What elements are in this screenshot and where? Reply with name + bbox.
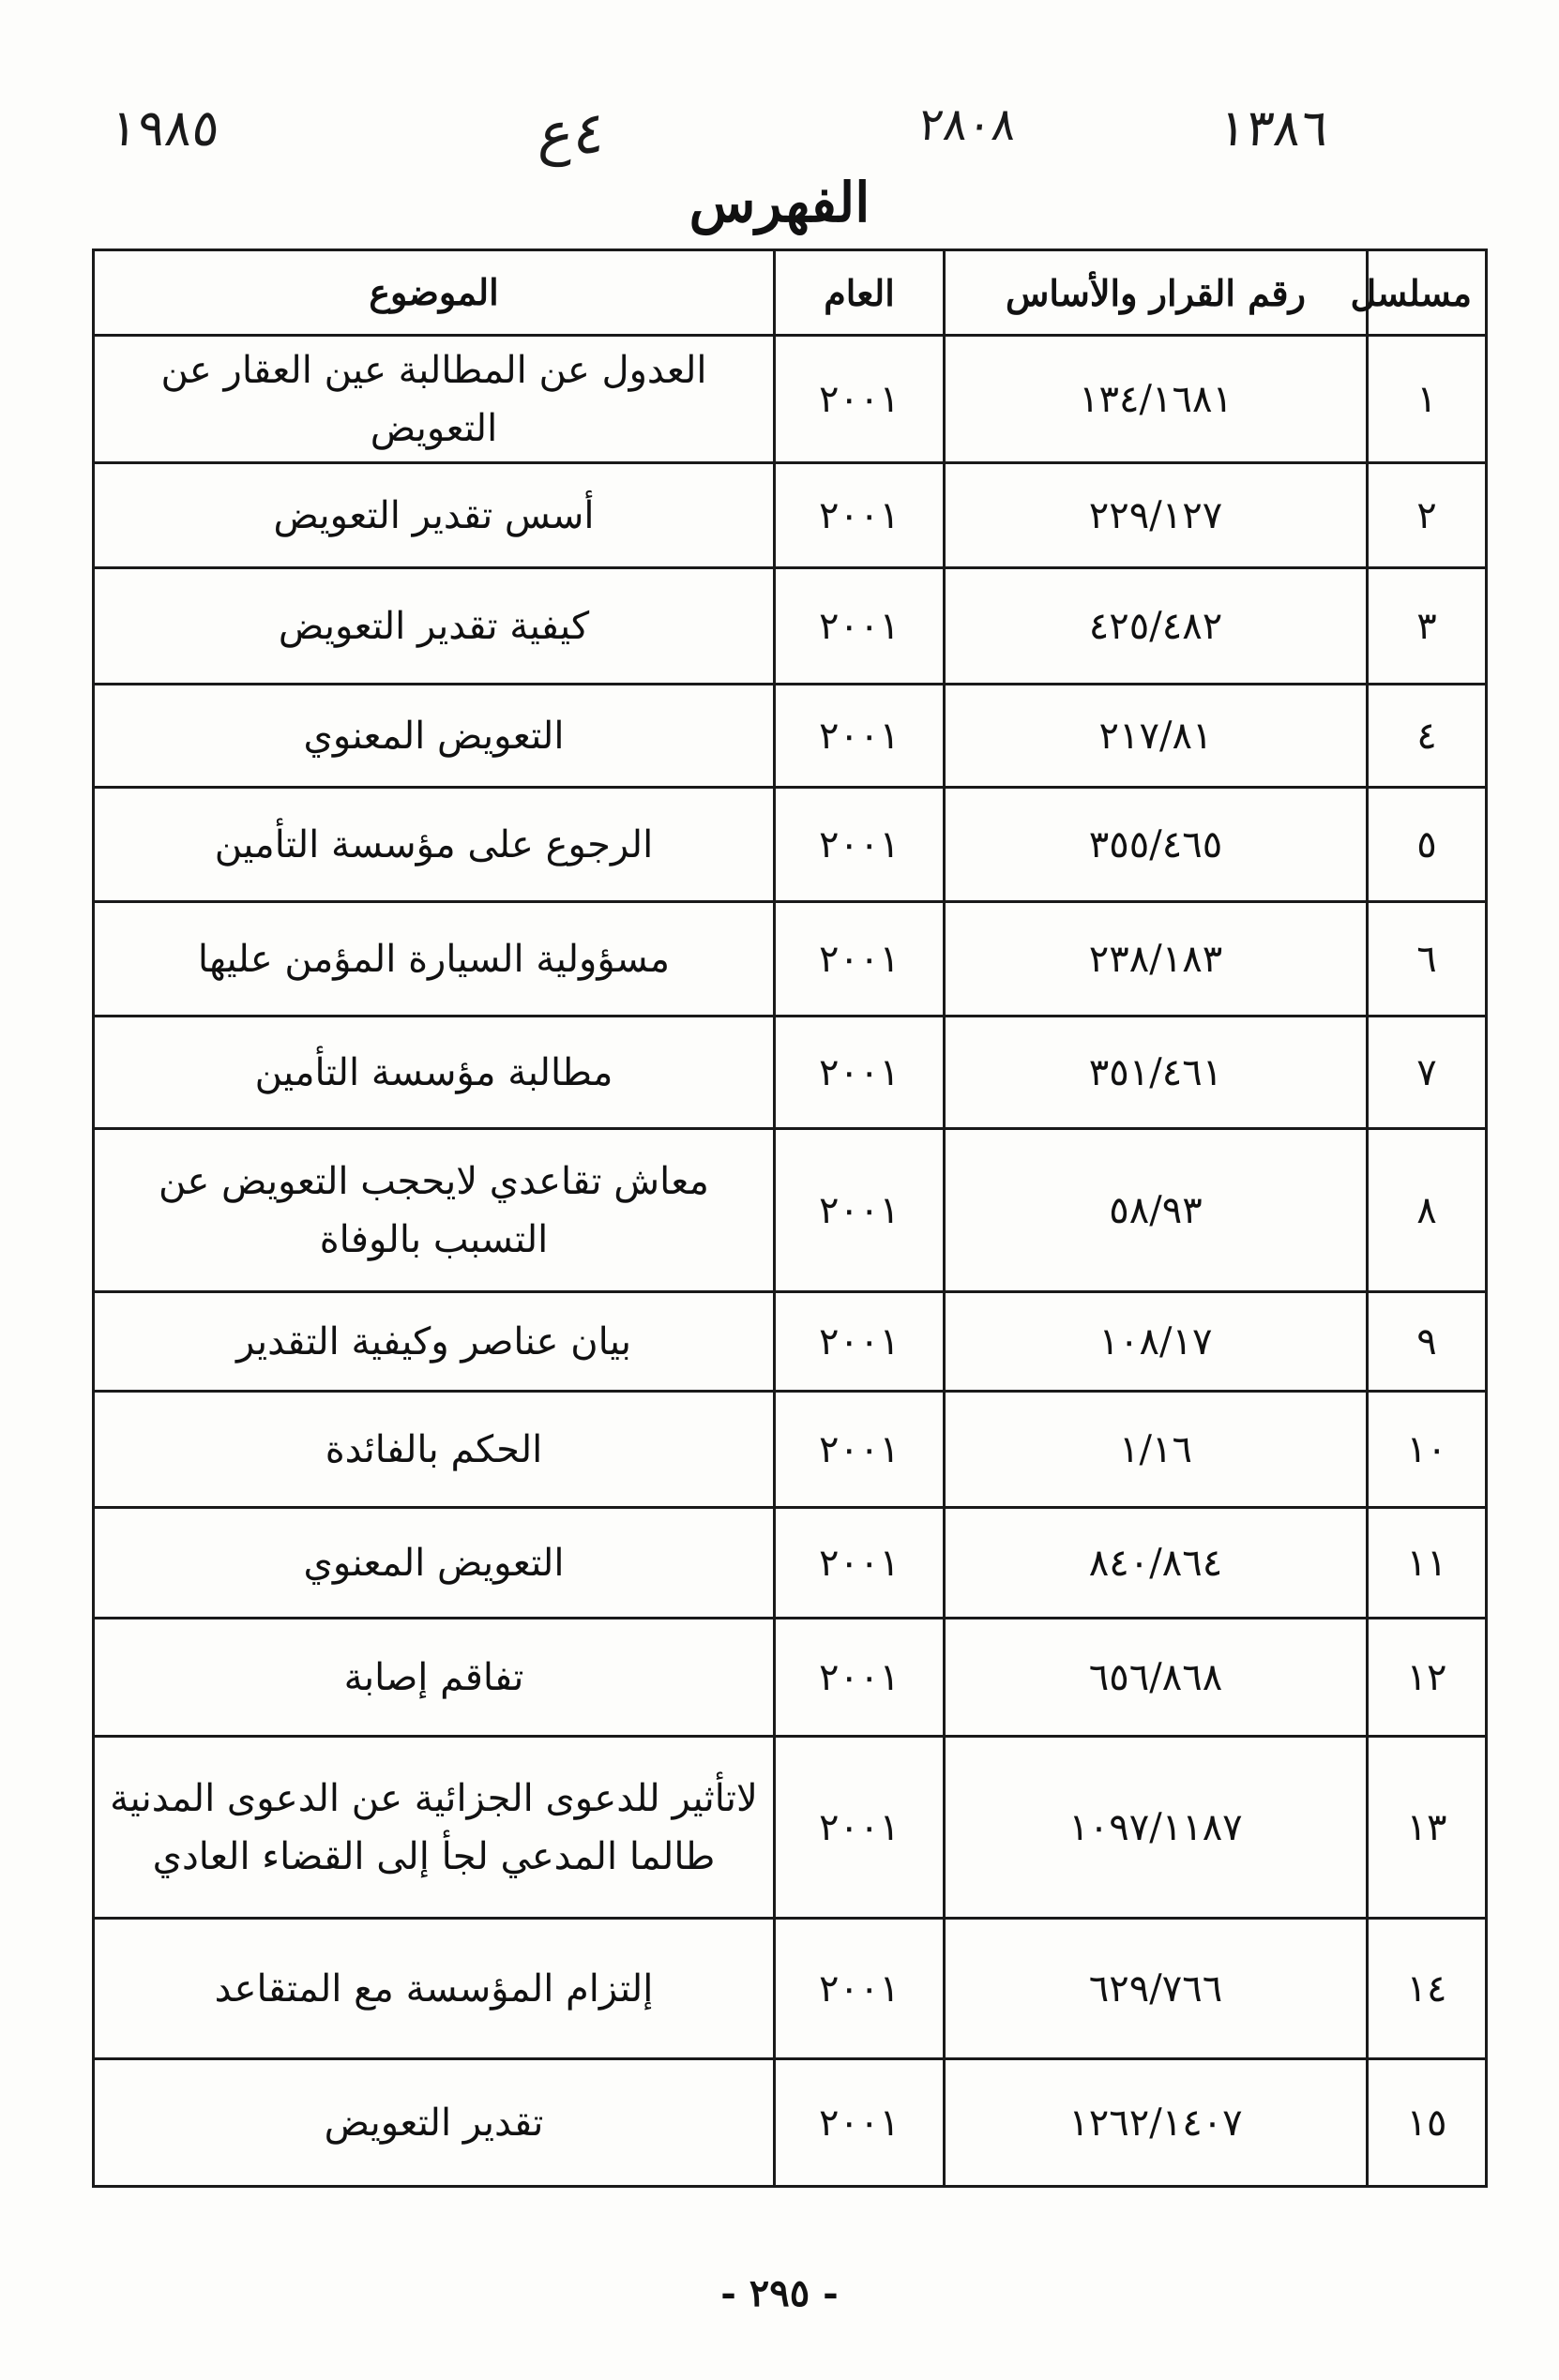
cell-serial: ٨ xyxy=(1368,1129,1487,1292)
table-row xyxy=(94,1619,1487,1737)
handwritten-note-4: ١٣٨٦ xyxy=(1216,98,1332,158)
table-header-row xyxy=(94,250,1487,336)
cell-ref: ٣٥٥/٤٦٥ xyxy=(945,788,1368,902)
table-row xyxy=(94,463,1487,568)
cell-topic: أسس تقدير التعويض xyxy=(94,463,775,568)
cell-year: ٢٠٠١ xyxy=(775,1129,945,1292)
cell-year: ٢٠٠١ xyxy=(775,1737,945,1919)
handwritten-note-2: ٤ع xyxy=(536,98,610,167)
cell-year: ٢٠٠١ xyxy=(775,788,945,902)
cell-topic: كيفية تقدير التعويض xyxy=(94,568,775,685)
cell-ref: ١٠٩٧/١١٨٧ xyxy=(945,1737,1368,1919)
cell-topic: الحكم بالفائدة xyxy=(94,1392,775,1508)
cell-ref: ٦٥٦/٨٦٨ xyxy=(945,1619,1368,1737)
cell-serial: ٤ xyxy=(1368,685,1487,788)
cell-year: ٢٠٠١ xyxy=(775,1508,945,1619)
cell-ref: ٥٨/٩٣ xyxy=(945,1129,1368,1292)
table-row xyxy=(94,1508,1487,1619)
index-table xyxy=(92,249,1488,2188)
table-row xyxy=(94,568,1487,685)
cell-serial: ٩ xyxy=(1368,1292,1487,1392)
cell-ref: ٣٥١/٤٦١ xyxy=(945,1017,1368,1129)
page-number: - ٢٩٥ - xyxy=(720,2271,839,2315)
cell-serial: ١٠ xyxy=(1368,1392,1487,1508)
cell-serial: ٦ xyxy=(1368,902,1487,1017)
cell-topic: تفاقم إصابة xyxy=(94,1619,775,1737)
cell-topic: التعويض المعنوي xyxy=(94,1508,775,1619)
cell-ref: ٤٢٥/٤٨٢ xyxy=(945,568,1368,685)
table-row xyxy=(94,788,1487,902)
cell-year: ٢٠٠١ xyxy=(775,902,945,1017)
cell-topic: إلتزام المؤسسة مع المتقاعد xyxy=(94,1919,775,2059)
cell-topic: معاش تقاعدي لايحجب التعويض عن التسبب بالوفاة xyxy=(94,1129,775,1292)
header-ref: رقم القرار والأساس xyxy=(945,250,1368,336)
table-row xyxy=(94,1292,1487,1392)
cell-serial: ١٣ xyxy=(1368,1737,1487,1919)
cell-serial: ٢ xyxy=(1368,463,1487,568)
cell-serial: ٥ xyxy=(1368,788,1487,902)
cell-year: ٢٠٠١ xyxy=(775,2059,945,2187)
table-row xyxy=(94,1392,1487,1508)
cell-serial: ١ xyxy=(1368,336,1487,463)
table-row xyxy=(94,685,1487,788)
table-row xyxy=(94,1919,1487,2059)
cell-year: ٢٠٠١ xyxy=(775,1292,945,1392)
header-topic: الموضوع xyxy=(94,250,775,336)
cell-year: ٢٠٠١ xyxy=(775,568,945,685)
cell-ref: ١٠٨/١٧ xyxy=(945,1292,1368,1392)
cell-serial: ١٢ xyxy=(1368,1619,1487,1737)
cell-ref: ٢١٧/٨١ xyxy=(945,685,1368,788)
cell-year: ٢٠٠١ xyxy=(775,685,945,788)
handwritten-note-1: ١٩٨٥ xyxy=(107,98,223,158)
table-row xyxy=(94,1017,1487,1129)
cell-year: ٢٠٠١ xyxy=(775,336,945,463)
table-row xyxy=(94,2059,1487,2187)
cell-ref: ٢٢٩/١٢٧ xyxy=(945,463,1368,568)
table-row xyxy=(94,1129,1487,1292)
cell-topic: مسؤولية السيارة المؤمن عليها xyxy=(94,902,775,1017)
cell-serial: ١٥ xyxy=(1368,2059,1487,2187)
cell-topic: الرجوع على مؤسسة التأمين xyxy=(94,788,775,902)
handwritten-note-3: ٢٨٠٨ xyxy=(916,98,1020,151)
cell-year: ٢٠٠١ xyxy=(775,1919,945,2059)
header-serial: مسلسل xyxy=(1368,250,1487,336)
cell-ref: ١/١٦ xyxy=(945,1392,1368,1508)
cell-topic: لاتأثير للدعوى الجزائية عن الدعوى المدنية طالما المدعي لجأ إلى القضاء العادي xyxy=(94,1737,775,1919)
header-year: العام xyxy=(775,250,945,336)
cell-serial: ٧ xyxy=(1368,1017,1487,1129)
cell-year: ٢٠٠١ xyxy=(775,1392,945,1508)
page-title: الفهرس xyxy=(689,171,870,234)
cell-ref: ٨٤٠/٨٦٤ xyxy=(945,1508,1368,1619)
table-row xyxy=(94,902,1487,1017)
table-row xyxy=(94,1737,1487,1919)
cell-serial: ١١ xyxy=(1368,1508,1487,1619)
cell-ref: ٦٢٩/٧٦٦ xyxy=(945,1919,1368,2059)
cell-ref: ١٣٤/١٦٨١ xyxy=(945,336,1368,463)
cell-topic: تقدير التعويض xyxy=(94,2059,775,2187)
table-row xyxy=(94,336,1487,463)
cell-year: ٢٠٠١ xyxy=(775,463,945,568)
cell-ref: ٢٣٨/١٨٣ xyxy=(945,902,1368,1017)
cell-ref: ١٢٦٢/١٤٠٧ xyxy=(945,2059,1368,2187)
cell-topic: التعويض المعنوي xyxy=(94,685,775,788)
cell-serial: ١٤ xyxy=(1368,1919,1487,2059)
cell-year: ٢٠٠١ xyxy=(775,1017,945,1129)
cell-topic: بيان عناصر وكيفية التقدير xyxy=(94,1292,775,1392)
cell-year: ٢٠٠١ xyxy=(775,1619,945,1737)
cell-topic: العدول عن المطالبة عين العقار عن التعويض xyxy=(94,336,775,463)
cell-serial: ٣ xyxy=(1368,568,1487,685)
cell-topic: مطالبة مؤسسة التأمين xyxy=(94,1017,775,1129)
